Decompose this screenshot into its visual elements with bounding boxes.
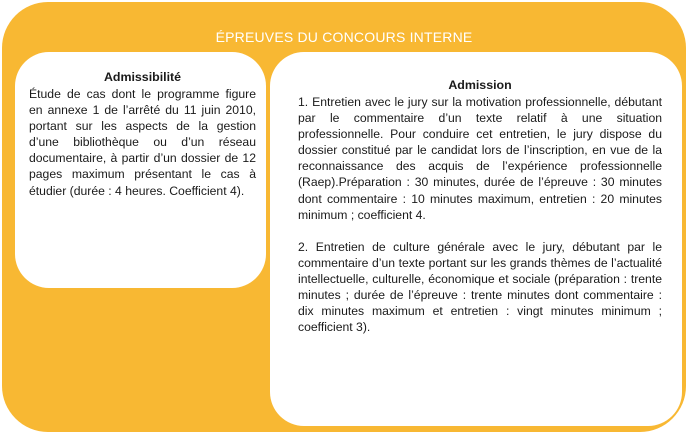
exam-info-panel <box>2 2 686 432</box>
admissibilite-text: Étude de cas dont le programme figure en annexe 1 de l’arrêté du 11 juin 2010, portant sur les aspects de la gestion d’une bibliothèque ou d’un réseau documentaire, à partir d’un dossier de 12 pages maximum présentant le cas à étudier (durée : 4 heures. Coefficient 4). <box>29 87 256 198</box>
admission-item-2: 2. Entretien de culture générale avec le jury, débutant par le commentaire d’un texte portant sur les grands thèmes de l’actualité intellectuelle, culturelle, économique et sociale (préparation : trente minutes ; durée de l’épreuve : trente minutes dont commentaire : dix minutes maximum et entretien : vingt minutes minimum ; coefficient 3). <box>298 239 662 335</box>
admission-heading: Admission <box>448 78 512 92</box>
admission-card <box>270 52 682 426</box>
admissibilite-card <box>15 52 266 288</box>
admissibilite-heading: Admissibilité <box>103 70 182 84</box>
panel-title: ÉPREUVES DU CONCOURS INTERNE <box>215 29 473 45</box>
admission-item-1: 1. Entretien avec le jury sur la motivation professionnelle, débutant par le commentaire d’un texte relatif à une situation professionnelle. Pour conduire cet entretien, le jury dispose du dossier constitué par le candidat lors de l’inscription, en vue de la reconnaissance des acquis de l’expérience professionnelle (Raep).Préparation : 30 minutes, durée de l’épreuve : 30 minutes dont commentaire : 10 minutes maximum, entretien : 20 minutes minimum ; coefficient 4. <box>298 95 662 222</box>
